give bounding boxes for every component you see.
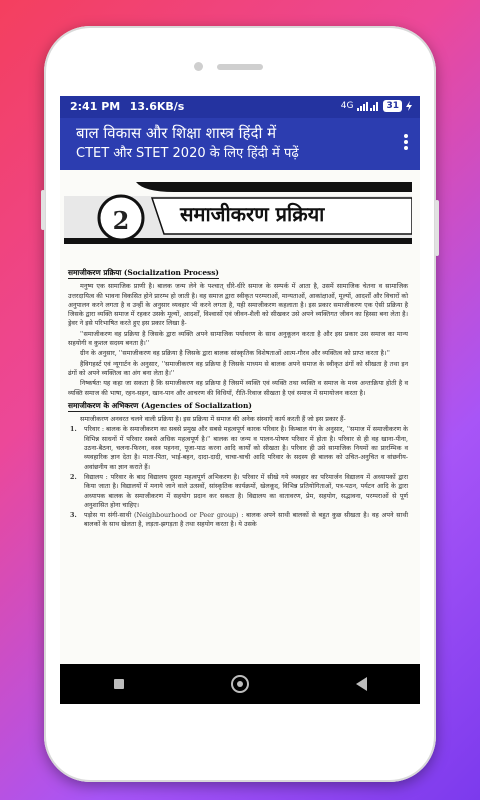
recents-button-icon[interactable] (114, 679, 124, 689)
list-text: परिवार : बालक के समाजीकरण का सबसे प्रमुख और सबसे महत्वपूर्ण कारक परिवार है। किम्बाल यंग के अनुसार, ''समाज में समाजीकरण के विभिन्न साधनों में परिवार सबसे अधिक महत्वपूर्ण है।'' बालक का जन्म व पालन-पोषण परिवार में होता है। परिवार से ही वह खाना-पीना, उठना-बैठना, चलना-फिरना, वस्त्र पहनना, पूजा-पाठ करना आदि कार्यों को सीखता है। परिवार ही उसे सामाजिक नियमों का प्रारम्भिक व व्यवहारिक ज्ञान देता है। माता-पिता, भाई-बहन, दादा-दादी, चाचा-चाची आदि परिवार के सदस्य ही बालक को उचित-अनुचित व वांछनीय-अवांछनीय का ज्ञान कराते हैं। (84, 425, 408, 471)
paragraph: ''समाजीकरण वह प्रक्रिया है जिसके द्वारा व्यक्ति अपने सामाजिक पर्यावरण के साथ अनुकूलन करता है और इस प्रकार उस समाज का मान्य सहयोगी व कुशल सदस्य बनता है।'' (68, 329, 408, 348)
network-label: 4G (340, 101, 354, 111)
chapter-number: 2 (112, 206, 130, 235)
status-icons (341, 100, 412, 112)
section-heading: समाजीकरण प्रक्रिया (Socialization Process) (68, 268, 219, 279)
document-body (68, 266, 408, 531)
navigation-bar (60, 664, 420, 704)
back-button-icon[interactable] (356, 677, 367, 691)
status-time: 2:41 PM (70, 100, 121, 113)
paragraph: समाजीकरण अनवरत चलने वाली प्रक्रिया है। इस प्रक्रिया में समाज की अनेक संस्थाएँ कार्य करती हैं जो इस प्रकार हैं- (80, 415, 346, 424)
earpiece-speaker (217, 64, 263, 70)
volume-button (41, 190, 45, 230)
home-button-icon[interactable] (231, 675, 249, 693)
status-left (70, 100, 184, 113)
charging-icon (406, 101, 412, 111)
paragraph: निष्कर्षतः यह कहा जा सकता है कि समाजीकरण वह प्रक्रिया है जिसमें व्यक्ति एवं व्यक्ति तथा व्यक्ति व समाज के मध्य अन्तःक्रिया होती है व व्यक्ति समाज की भाषा, रहन-सहन, खान-पान और आचरण की विधियाँ, रीति-रिवाज सीखता है एवं समाज में समायोजन करता है। (68, 379, 408, 397)
list-number: 1. (70, 425, 77, 434)
list-number: 2. (70, 472, 77, 481)
section-heading: समाजीकरण के अभिकरण (Agencies of Socialization) (68, 401, 252, 412)
document-page (60, 170, 420, 664)
status-bar (60, 96, 420, 118)
battery-icon: 31 (383, 100, 402, 112)
paragraph: मनुष्य एक सामाजिक प्राणी है। बालक जन्म लेने के पश्चात् धीरे-धीरे समाज के सम्पर्क में आता है, उसमें सामाजिक चेतना व सामाजिक उत्तरदायित्व की भावना विकसित होने प्रारम्भ हो जाती है। वह समाज द्वारा स्वीकृत परम्पराओं, मान्यताओं, आकांक्षाओं, मूल्यों, आदर्शों और विचारों को अनुपालन करने लगता है व उन्हीं के अनुसार व्यवहार भी करने लगता है, यही समाजीकरण कहलाता है। इस प्रकार समाजीकरण एक ऐसी प्रक्रिया है जिसके द्वारा व्यक्ति समाज में रहकर उसके मूल्यों, आदर्शों, विश्वासों एवं जीवन-शैली को सीखकर उसे अपने व्यक्तिगत जीवन का हिस्सा बना लेता है। ड्रेवर ने इसे परिभाषित करते हुए इस प्रकार लिखा है- (68, 282, 408, 328)
power-button (435, 200, 439, 256)
paragraph: हैविगहर्स्ट एवं न्यूगार्टन के अनुसार, ''समाजीकरण वह प्रक्रिया है जिसके माध्यम से बालक अपने समाज के स्वीकृत ढंगों को सीखता है तथा इन ढंगों को अपने व्यक्तित्व का अंग बना लेता है।'' (68, 359, 408, 377)
list-text: पड़ोस या संगी-साथी (Neighbourhood or Peer group) : बालक अपने साथी बालकों से बहुत कुछ सीखता है। वह अपने साथी बालकों के साथ खेलता है, लड़ता-झगड़ता है तथा सहयोग करता है। ये उसके (84, 511, 408, 529)
signal-icon (357, 101, 379, 111)
app-bar (60, 118, 420, 170)
list-item (68, 473, 408, 510)
app-subtitle: CTET और STET 2020 के लिए हिंदी में पढ़ें (76, 146, 299, 161)
list-item (68, 425, 408, 471)
paragraph: ग्रीन के अनुसार, ''समाजीकरण वह प्रक्रिया है जिसके द्वारा बालक सांस्कृतिक विशेषताओं आत्म-गौरव और व्यक्तित्व को प्राप्त करता है।'' (80, 349, 390, 358)
list-number: 3. (70, 511, 77, 520)
overflow-menu-icon[interactable] (402, 134, 410, 154)
app-title: बाल विकास और शिक्षा शास्त्र हिंदी में (76, 124, 277, 142)
chapter-title: समाजीकरण प्रक्रिया (180, 202, 325, 226)
list-text: विद्यालय : परिवार के बाद विद्यालय दूसरा महत्वपूर्ण अभिकरण है। परिवार में सीखे गये व्यवहार का परिमार्जन विद्यालय में अध्यापकों द्वारा किया जाता है। विद्यालयों में मनाये जाने वाले उत्सवों, सांस्कृतिक कार्यक्रमों, खेलकूद, विभिन्न प्रतियोगिताओं, पत्र-पठन, पर्यटन आदि के द्वारा अध्यापक बालक के समाजीकरण में सहयोग प्रदान कर सकता है। विद्यालय का वातावरण, प्रेम, सहयोग, सद्भावना, परम्पराओं से पूर्ण अनुशासित होना चाहिए। (84, 472, 408, 509)
list-item (68, 511, 408, 530)
status-speed: 13.6KB/s (129, 100, 185, 113)
phone-screen (60, 96, 420, 704)
front-camera (194, 62, 203, 71)
